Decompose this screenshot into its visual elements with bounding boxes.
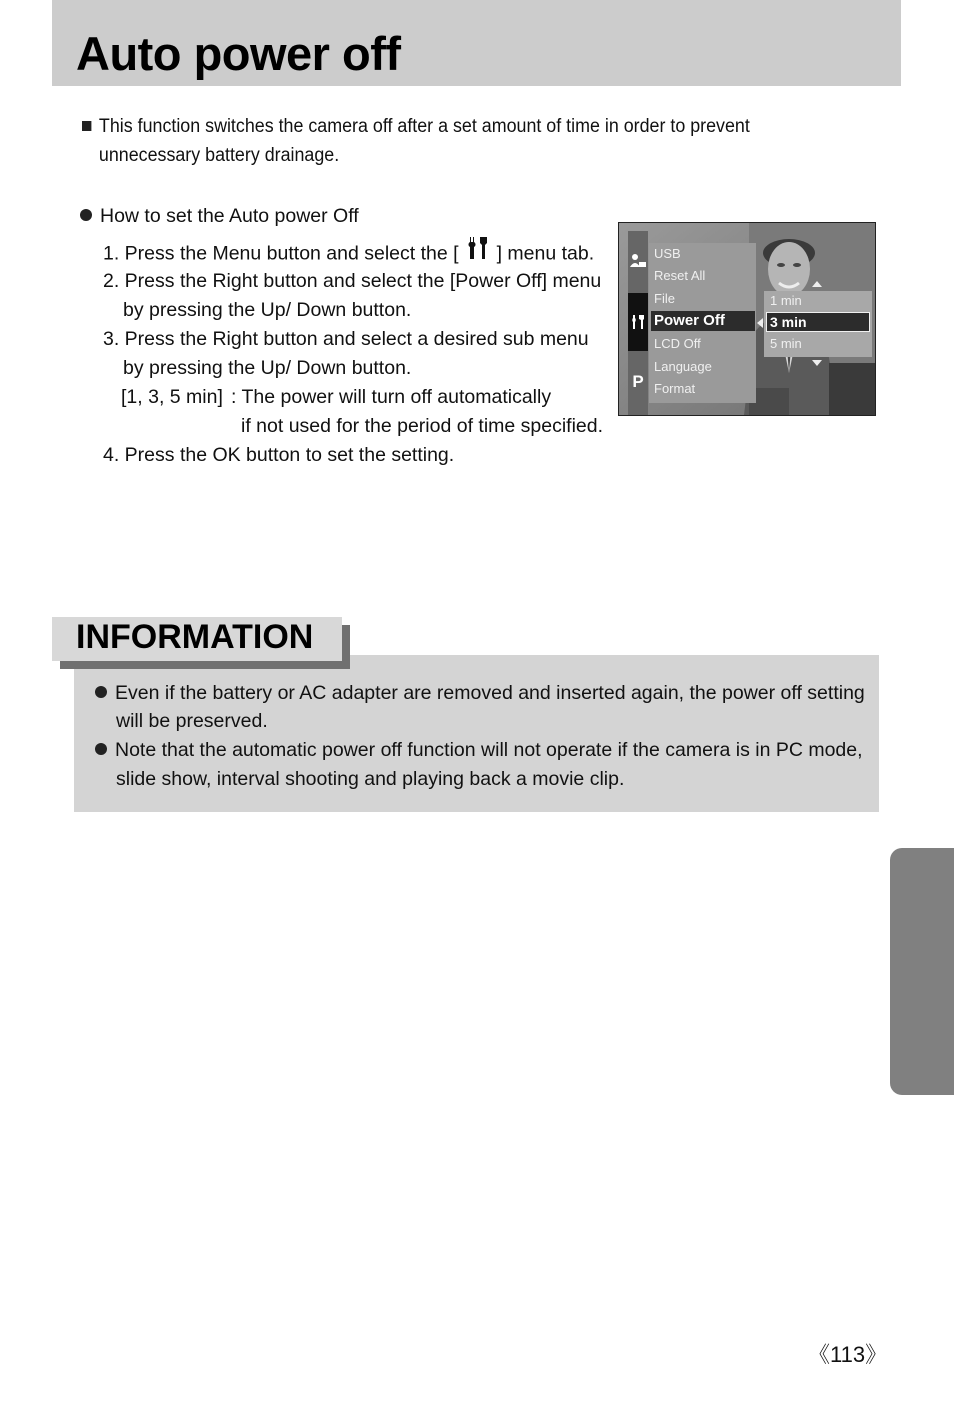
- step-1-post: ] menu tab.: [496, 242, 595, 265]
- menu-item-lcd-off[interactable]: LCD Off: [654, 336, 701, 351]
- up-arrow-icon: [812, 281, 822, 287]
- menu-item-format[interactable]: Format: [654, 381, 696, 396]
- camera-person-icon: [630, 253, 646, 269]
- left-arrow-icon: [757, 318, 763, 328]
- info-bullet-2-line-2: slide show, interval shooting and playing back a movie clip.: [116, 768, 625, 790]
- info-bullet-2-text: Note that the automatic power off function will not operate if the camera is in PC mode,: [115, 739, 863, 761]
- step-1-pre: 1. Press the Menu button and select the [: [103, 242, 459, 265]
- howto-heading: [80, 202, 359, 231]
- info-bullet-1-line-2: will be preserved.: [116, 710, 268, 732]
- submenu-item-3-min[interactable]: 3 min: [766, 312, 870, 332]
- chapter-side-tab: [890, 848, 954, 1095]
- option-label: [1, 3, 5 min]: [121, 386, 223, 408]
- setup-tab[interactable]: [628, 293, 648, 351]
- info-bullet-1-text: Even if the battery or AC adapter are removed and inserted again, the power off setting: [115, 682, 865, 704]
- step-2-line-1: 2. Press the Right button and select the [Power Off] menu: [103, 270, 602, 292]
- page-title: Auto power off: [76, 27, 401, 80]
- step-2-line-2: by pressing the Up/ Down button.: [123, 299, 412, 321]
- step-3-line-2: by pressing the Up/ Down button.: [123, 357, 412, 379]
- page-number: 《113》: [808, 1342, 888, 1367]
- square-bullet-icon: [82, 121, 91, 131]
- menu-item-language[interactable]: Language: [654, 359, 712, 374]
- tools-tab-icon: [631, 314, 645, 330]
- information-title: INFORMATION: [76, 618, 314, 656]
- option-desc-line-2: if not used for the period of time specified.: [241, 415, 604, 437]
- bullet-dot-icon: [95, 743, 107, 755]
- program-mode-icon[interactable]: P: [632, 372, 644, 391]
- down-arrow-icon: [812, 360, 822, 366]
- intro-text: This function switches the camera off after a set amount of time in order to prevent unnecessary battery drainage.: [98, 116, 750, 166]
- menu-item-reset-all[interactable]: Reset All: [654, 268, 706, 283]
- wrench-screwdriver-icon: [467, 236, 489, 269]
- option-desc-line-1: : The power will turn off automatically: [231, 386, 552, 408]
- step-3-line-1: 3. Press the Right button and select a desired sub menu: [103, 328, 589, 350]
- step-4: 4. Press the OK button to set the setting.: [103, 444, 455, 466]
- bullet-dot-icon: [80, 209, 92, 221]
- submenu-item-1-min[interactable]: 1 min: [770, 293, 802, 308]
- intro-paragraph: [82, 112, 834, 170]
- info-bullet-1-line-1: [95, 679, 865, 708]
- menu-item-usb[interactable]: USB: [654, 246, 681, 261]
- menu-item-power-off[interactable]: Power Off: [651, 311, 755, 331]
- camera-menu-screenshot: [618, 222, 876, 416]
- menu-item-file[interactable]: File: [654, 291, 675, 306]
- submenu-item-5-min[interactable]: 5 min: [770, 336, 802, 351]
- howto-heading-text: How to set the Auto power Off: [100, 205, 359, 227]
- info-bullet-2-line-1: [95, 736, 863, 765]
- camera-tab[interactable]: [628, 241, 648, 281]
- bullet-dot-icon: [95, 686, 107, 698]
